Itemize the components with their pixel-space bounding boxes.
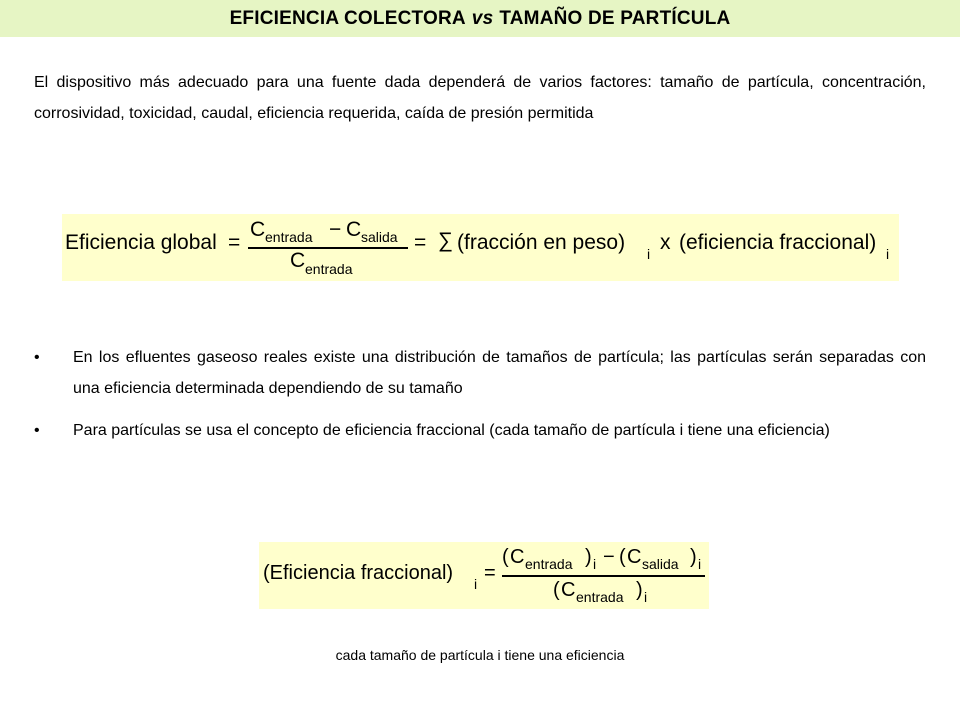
title-part-2: TAMAÑO DE PARTÍCULA <box>499 7 731 29</box>
formula2-fraction-line <box>502 575 705 577</box>
title-part-1: EFICIENCIA COLECTORA <box>229 7 466 29</box>
bullet-text: Para partículas se usa el concepto de eficiencia fraccional (cada tamaño de partícula i tiene una eficiencia) <box>73 422 830 439</box>
formula2-den-sub-i: i <box>644 589 648 605</box>
formula2-num-c2: C <box>627 546 642 568</box>
formula1-num-sub-entrada: entrada <box>265 229 313 245</box>
fractional-efficiency-formula <box>259 542 709 609</box>
formula2-minus: − <box>603 546 615 568</box>
formula2-den-close: ) <box>636 579 643 601</box>
formula2-den-c: C <box>561 579 576 601</box>
formula1-term2: (eficiencia fraccional) <box>679 231 877 254</box>
formula2-num-sub-salida: salida <box>642 556 679 572</box>
formula2-num-sub-entrada: entrada <box>525 556 573 572</box>
formula2-num-close-2: ) <box>690 546 697 568</box>
bullet-list <box>34 342 926 457</box>
formula1-term1: (fracción en peso) <box>457 231 626 254</box>
formula1-lhs: Eficiencia global <box>65 231 217 254</box>
slide-title <box>0 0 960 37</box>
formula1-num-c2: C <box>346 218 362 241</box>
formula2-num-sub-i-1: i <box>593 556 597 572</box>
formula1-fraction-line <box>248 247 408 249</box>
formula1-times: x <box>660 231 671 254</box>
formula2-lhs-sub-i: i <box>474 576 478 592</box>
sum-symbol: ∑ <box>438 229 453 252</box>
list-item <box>34 342 926 404</box>
formula-caption: cada tamaño de partícula i tiene una eficiencia <box>335 647 625 663</box>
formula2-num-close-1: ) <box>585 546 592 568</box>
formula1-den-sub-entrada: entrada <box>305 261 353 277</box>
formula1-num-c1: C <box>250 218 266 241</box>
formula2-equals: = <box>484 562 496 584</box>
formula2-den-sub-entrada: entrada <box>576 589 624 605</box>
formula2-num-open-2: ( <box>619 546 626 568</box>
bullet-text: En los efluentes gaseoso reales existe una distribución de tamaños de partícula; las partículas serán separadas con una eficiencia determinada dependiendo de su tamaño <box>73 349 926 397</box>
bullet-dot: • <box>34 349 40 366</box>
formula1-equals-2: = <box>414 231 427 254</box>
global-efficiency-formula <box>62 214 899 281</box>
formula1-num-sub-salida: salida <box>361 229 398 245</box>
intro-paragraph: El dispositivo más adecuado para una fuente dada dependerá de varios factores: tamaño de partícula, concentración, corrosividad, toxicidad, caudal, eficiencia requerida, caída de presión permitida <box>34 74 926 122</box>
list-item <box>34 415 926 446</box>
title-vs: vs <box>471 7 494 29</box>
formula1-minus: − <box>329 218 342 241</box>
formula1-den-c: C <box>290 249 306 272</box>
formula2-lhs: (Eficiencia fraccional) <box>263 562 454 584</box>
formula2-num-open-1: ( <box>502 546 509 568</box>
formula1-equals: = <box>228 231 241 254</box>
formula2-num-c1: C <box>510 546 525 568</box>
formula2-num-sub-i-2: i <box>698 556 702 572</box>
formula1-term1-sub-i: i <box>647 246 651 262</box>
bullet-dot: • <box>34 422 40 439</box>
formula1-term2-sub-i: i <box>886 246 890 262</box>
formula2-den-open: ( <box>553 579 560 601</box>
